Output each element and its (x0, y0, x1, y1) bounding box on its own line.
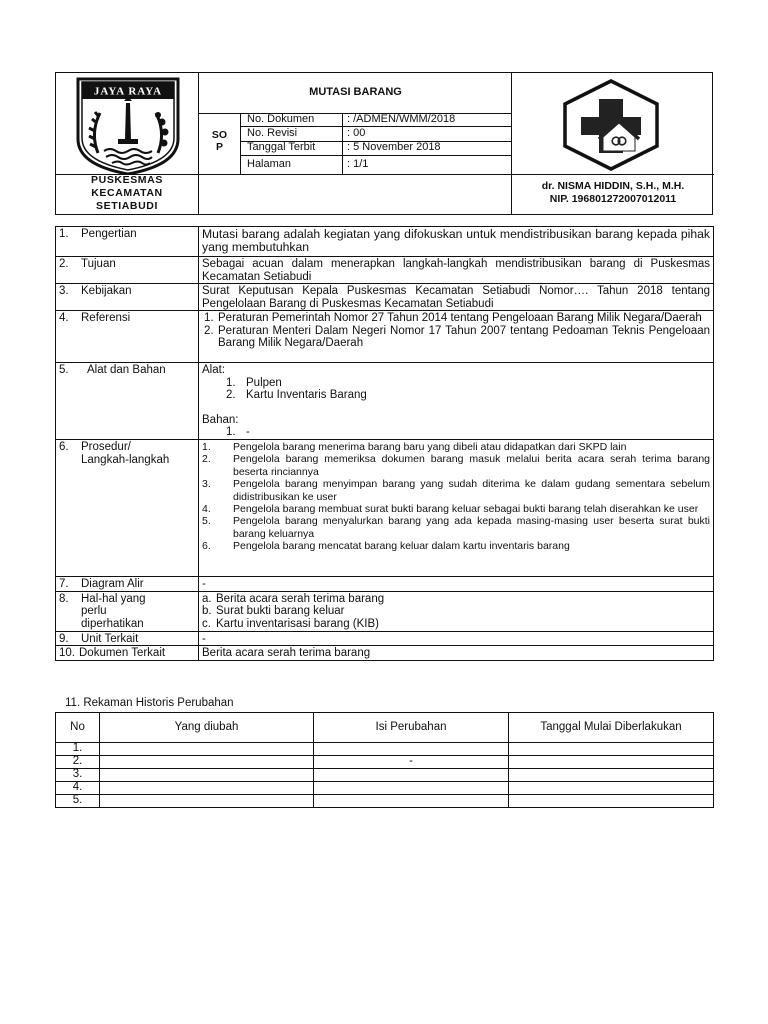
row-referensi: 4. Referensi 1. Peraturan Pemerintah Nomor 27 Tahun 2014 tentang Pengeloaan Barang Milik Negara/Daerah 2. Peraturan Menteri Dalam Negeri Nomor 17 Tahun 2007 tentang Pedoaman Teknis Pengeloaan Barang Milik Negara/Daerah (56, 311, 714, 363)
prosedur-list (199, 440, 714, 577)
kebijakan-text: Surat Keputusan Kepala Puskesmas Kecamatan Setiabudi Nomor…. Tahun 2018 tentang Pengelolaan Barang di Puskesmas Kecamatan Setiabudi (199, 284, 714, 311)
list-item: 1. - (226, 426, 250, 438)
history-header-row (56, 713, 714, 743)
column-header: Tanggal Mulai Diberlakukan (509, 713, 714, 743)
row-unit-terkait: 9. Unit Terkait - (56, 631, 714, 646)
pengertian-text: Mutasi barang adalah kegiatan yang difokuskan untuk mendistribusikan barang kepada pihak yang membutuhkan (199, 227, 714, 257)
emblem-caption: JAYA RAYA (93, 85, 163, 98)
list-item: 2. Pengelola barang memeriksa dokumen barang masuk melalui berita acara serah terima barang beserta rinciannya (202, 453, 710, 478)
signer-name: dr. NISMA HIDDIN, S.H., M.H. (541, 180, 685, 192)
table-row: 3. (56, 769, 714, 782)
history-title: 11. Rekaman Historis Perubahan (65, 697, 234, 709)
list-item: 4. Pengelola barang membuat surat bukti barang keluar sebagai bukti barang telah diserahkan ke user (202, 503, 699, 516)
row-alat-bahan: 5. Alat dan Bahan Alat: 1. Pulpen 2. Kartu Inventaris Barang Bahan: 1. - (56, 363, 714, 440)
list-item: 6. Pengelola barang mencatat barang keluar dalam kartu inventaris barang (202, 540, 570, 553)
organization-name: PUSKESMAS KECAMATAN SETIABUDI (91, 174, 163, 212)
row-tujuan: 2. Tujuan Sebagai acuan dalam menerapkan langkah-langkah mendistribusikan barang di Puskesmas Kecamatan Setiabudi (56, 257, 714, 284)
table-row: 4. (56, 782, 714, 795)
list-item: c. Kartu inventarisasi barang (KIB) (202, 617, 379, 630)
list-item: 2. Kartu Inventaris Barang (226, 389, 367, 401)
document-header: JAYA RAYA PUSKESMAS KECAMATAN SETIABUDI MUTASI BARANG SO P No. Dokumen : /ADMEN/WMM/2018 No. Revisi : 00 Tanggal Terbit : 5 November 2018 Halaman : 1/1 dr. NISMA HIDDIN, S.H., M.H. NIP. 196801272007012011 (55, 72, 713, 215)
alat-bahan-content: Alat: 1. Pulpen 2. Kartu Inventaris Barang Bahan: 1. - (199, 363, 714, 440)
hal-hal-list (199, 591, 714, 631)
row-dokumen-terkait: 10. Dokumen Terkait Berita acara serah terima barang (56, 646, 714, 661)
row-kebijakan: 3. Kebijakan Surat Keputusan Kepala Puskesmas Kecamatan Setiabudi Nomor…. Tahun 2018 tentang Pengelolaan Barang di Puskesmas Kecamatan Setiabudi (56, 284, 714, 311)
history-table (55, 712, 714, 808)
table-row: 2. - (56, 756, 714, 769)
list-item: 5. Pengelola barang menyalurkan barang yang ada kepada masing-masing user beserta surat bukti barang keluarnya (202, 515, 710, 540)
sop-label: SO P (211, 129, 228, 153)
row-pengertian: 1. Pengertian Mutasi barang adalah kegiatan yang difokuskan untuk mendistribusikan barang kepada pihak yang membutuhkan (56, 227, 714, 257)
list-item: 3. Pengelola barang menyimpan barang yang sudah diterima ke dalam gudang sementara sebelum didistribusikan ke user (202, 478, 710, 503)
column-header: No (56, 713, 100, 743)
document-title: MUTASI BARANG (309, 86, 402, 98)
list-item: 1. Peraturan Pemerintah Nomor 27 Tahun 2014 tentang Pengeloaan Barang Milik Negara/Daerah (204, 312, 702, 324)
signer-block (512, 180, 714, 206)
row-diagram-alir: 7. Diagram Alir - (56, 577, 714, 592)
column-header: Yang diubah (100, 713, 314, 743)
unit-terkait-text: - (199, 631, 714, 646)
list-item: 2. Peraturan Menteri Dalam Negeri Nomor 17 Tahun 2007 tentang Pedoaman Teknis Pengeloaan Barang Milik Negara/Daerah (204, 324, 710, 349)
list-item: 1. Pulpen (226, 376, 282, 389)
row-prosedur: 6. Prosedur/ Langkah-langkah 1. Pengelola barang menerima barang baru yang dibeli atau didapatkan dari SKPD lain 2. Pengelola barang memeriksa dokumen barang masuk melalui berita acara serah terima barang beserta rinciannya 3. Pengelola barang menyimpan barang yang sudah diterima ke dalam gudang sementara sebelum didistribusikan ke user 4. Pengelola barang membuat surat bukti barang keluar sebagai bukti barang telah diserahkan ke user 5. Pengelola barang menyalurkan barang yang ada kepada masing-masing user beserta surat bukti barang keluarnya 6. Pengelola barang mencatat barang keluar dalam kartu inventaris barang (56, 440, 714, 577)
list-item: 1. Pengelola barang menerima barang baru yang dibeli atau didapatkan dari SKPD lain (202, 441, 627, 453)
list-item: a. Berita acara serah terima barang (202, 592, 385, 605)
table-row: 1. (56, 743, 714, 756)
signer-nip: NIP. 196801272007012011 (549, 193, 677, 205)
sop-table (55, 226, 714, 661)
row-hal-hal: 8. Hal-hal yang perlu diperhatikan a. Berita acara serah terima barang b. Surat bukti barang keluar c. Kartu inventarisasi barang (KIB) (56, 591, 714, 631)
list-item: b. Surat bukti barang keluar (202, 605, 345, 617)
dokumen-terkait-text: Berita acara serah terima barang (199, 646, 714, 661)
referensi-list (199, 311, 714, 363)
tujuan-text: Sebagai acuan dalam menerapkan langkah-langkah mendistribusikan barang di Puskesmas Kecamatan Setiabudi (199, 257, 714, 284)
table-row: 5. (56, 795, 714, 808)
diagram-alir-text: - (199, 577, 714, 592)
puskesmas-logo-icon (559, 79, 663, 171)
jaya-raya-emblem-icon (74, 77, 182, 175)
column-header: Isi Perubahan (314, 713, 509, 743)
